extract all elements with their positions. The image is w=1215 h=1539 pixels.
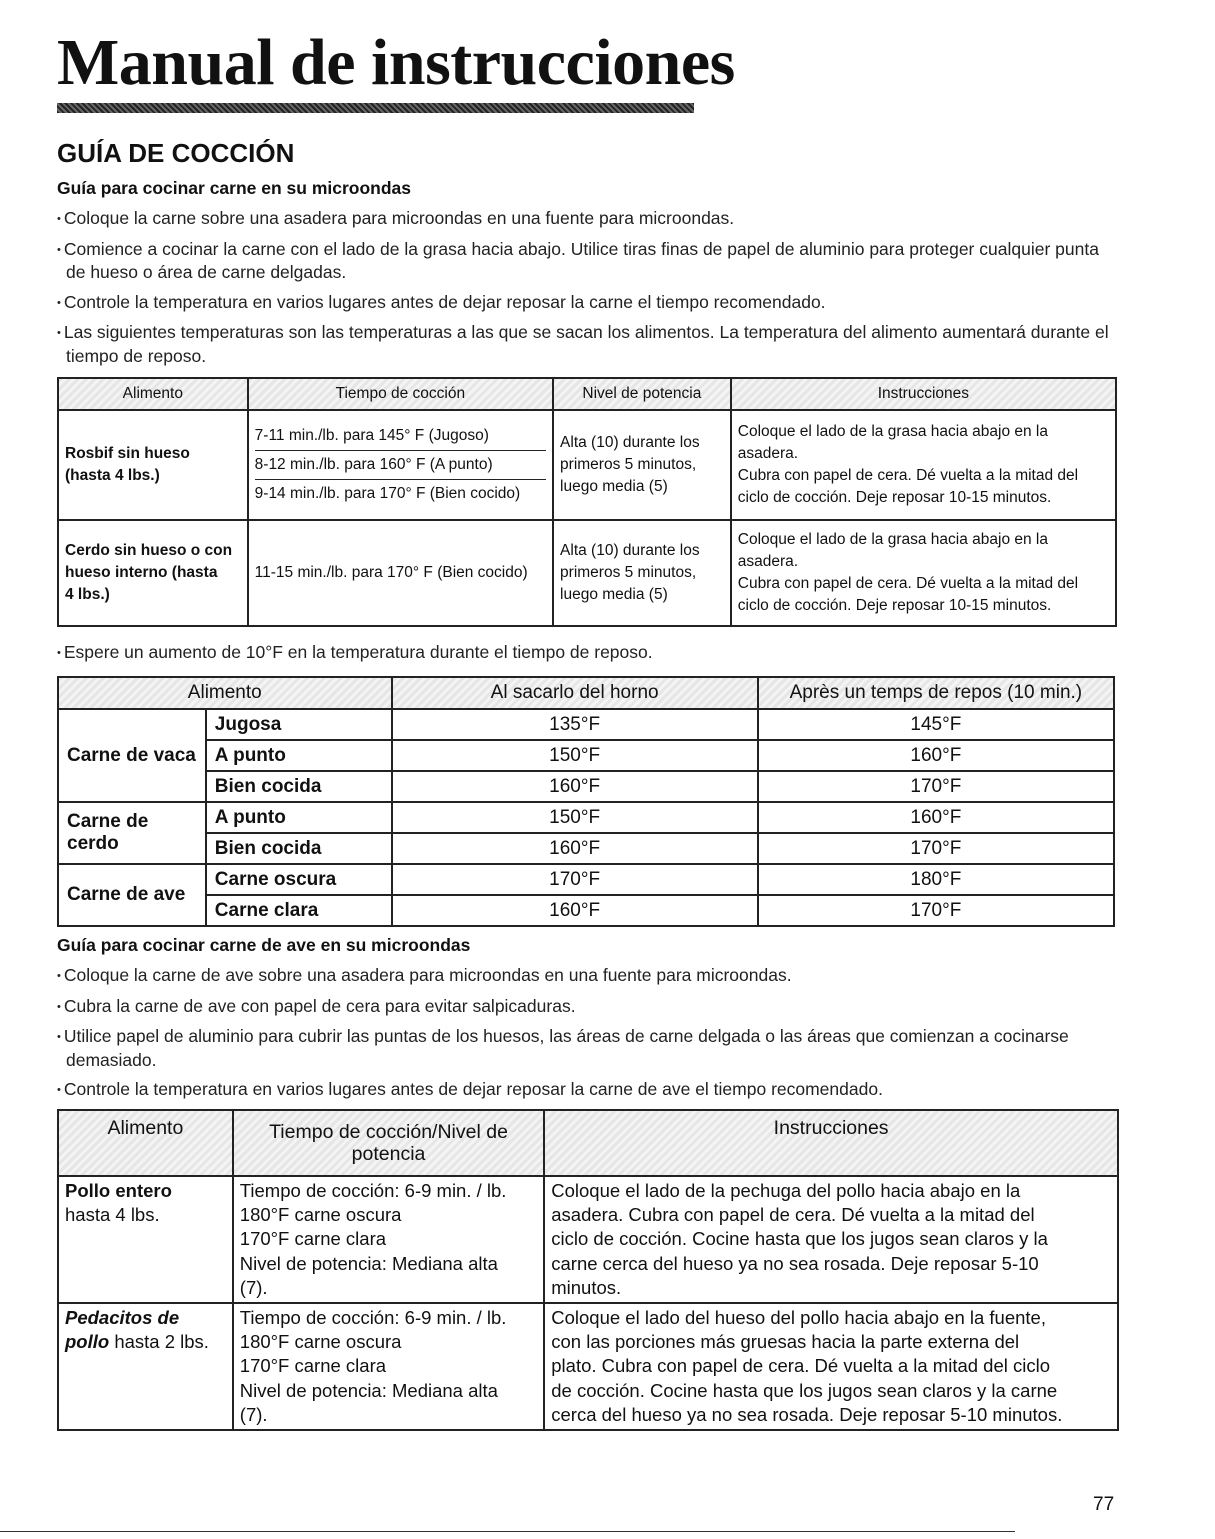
column-header: Après un temps de repos (10 min.): [758, 677, 1114, 709]
instruction-line: asadera.: [737, 553, 799, 570]
page-title: Manual de instrucciones: [57, 26, 735, 99]
time-line: Tiempo de cocción: 6-9 min. / lb.: [239, 1307, 507, 1329]
table-row: [58, 864, 1114, 895]
poultry-guide-heading: Guía para cocinar carne de ave en su microondas: [57, 935, 471, 955]
instruction-line: Cubra con papel de cera. Dé vuelta a la mitad del: [737, 467, 1079, 484]
after-rest-temp-cell: 145°F: [758, 709, 1114, 740]
instruction-line: Coloque el lado del hueso del pollo hacia abajo en la fuente,: [551, 1307, 1046, 1329]
column-header: Instrucciones: [544, 1110, 1118, 1176]
food-line: hueso interno (hasta: [65, 564, 218, 581]
meat-cooking-table: [57, 377, 1117, 627]
power-line: luego media (5): [560, 478, 668, 495]
page-number: 77: [1093, 1494, 1115, 1515]
table-row: [58, 709, 1114, 740]
food-size: hasta 2 lbs.: [114, 1331, 209, 1353]
after-rest-temp-cell: 170°F: [758, 771, 1114, 802]
table-header-row: [58, 1110, 1118, 1176]
time-line: (7).: [239, 1276, 268, 1298]
removed-temp-cell: 160°F: [392, 771, 758, 802]
food-cell: [58, 410, 248, 520]
after-rest-temp-cell: 170°F: [758, 895, 1114, 926]
title-underline: [57, 103, 694, 113]
food-cell: [58, 802, 206, 864]
section-heading: GUÍA DE COCCIÓN: [57, 138, 295, 168]
instruction-line: asadera. Cubra con papel de cera. Dé vuelta a la mitad del: [551, 1204, 1035, 1226]
food-cell: [58, 1303, 233, 1430]
power-line: Alta (10) durante los: [560, 434, 700, 451]
instruction-line: Coloque el lado de la grasa hacia abajo en la: [737, 423, 1048, 440]
instruction-line: carne cerca del hueso ya no sea rosada. Deje reposar 5-10: [551, 1252, 1039, 1274]
bullet-item: • Controle la temperatura en varios lugares antes de dejar reposar la carne el tiempo recomendado.: [57, 291, 1117, 315]
power-line: primeros 5 minutos,: [560, 456, 697, 473]
after-rest-temp-cell: 170°F: [758, 833, 1114, 864]
food-line: Cerdo sin hueso o con: [65, 542, 233, 559]
table-row: [58, 833, 1114, 864]
food-cell: Carne de ave: [58, 864, 206, 926]
instruction-line: con las porciones más gruesas hacia la parte externa del: [551, 1331, 1020, 1353]
time-line: 170°F carne clara: [239, 1355, 387, 1377]
doneness-cell: Bien cocida: [206, 771, 392, 802]
instruction-line: ciclo de cocción. Deje reposar 10-15 minutos.: [737, 597, 1052, 614]
time-line: 180°F carne oscura: [239, 1331, 402, 1353]
power-level-cell: [553, 410, 731, 520]
power-line: luego media (5): [560, 586, 668, 603]
removed-temp-cell: 150°F: [392, 740, 758, 771]
instructions-cell: [731, 410, 1116, 520]
time-line: 180°F carne oscura: [239, 1204, 402, 1226]
time-line: Tiempo de cocción: 6-9 min. / lb.: [239, 1180, 507, 1201]
time-line: 170°F carne clara: [239, 1228, 387, 1250]
instruction-line: ciclo de cocción. Cocine hasta que los jugos sean claros y la: [551, 1228, 1048, 1250]
removed-temp-cell: 160°F: [392, 895, 758, 926]
instruction-line: de cocción. Cocine hasta que los jugos sean claros y la carne: [551, 1379, 1058, 1401]
food-name: Pollo entero: [65, 1180, 172, 1201]
food-cell: [58, 520, 248, 626]
bullet-item: • Cubra la carne de ave con papel de cera para evitar salpicaduras.: [57, 995, 1117, 1019]
column-header: Instrucciones: [731, 378, 1116, 410]
meat-guide-heading: Guía para cocinar carne en su microondas: [57, 178, 412, 198]
food-line: 4 lbs.): [65, 586, 110, 603]
instruction-line: plato. Cubra con papel de cera. Dé vuelta a la mitad del ciclo: [551, 1355, 1051, 1377]
table-header-row: [58, 378, 1116, 410]
food-name: Pedacitos de: [65, 1307, 180, 1329]
bullet-item: • Utilice papel de aluminio para cubrir las puntas de los huesos, las áreas de carne delgada o las áreas que comienzan a cocinarse demasiado.: [57, 1025, 1117, 1071]
instruction-line: asadera.: [737, 445, 799, 462]
time-line: (7).: [239, 1403, 268, 1425]
column-header: Tiempo de cocción: [248, 378, 553, 410]
meat-guide-bullets: [57, 207, 1117, 374]
table-row: [58, 802, 1114, 833]
doneness-cell: Jugosa: [206, 709, 392, 740]
table-row: [58, 1303, 1118, 1430]
poultry-guide-bullets: [57, 964, 1117, 1109]
instruction-line: Coloque el lado de la grasa hacia abajo en la: [737, 531, 1048, 548]
bullet-item: • Comience a cocinar la carne con el lado de la grasa hacia abajo. Utilice tiras finas de papel de aluminio para proteger cualquier punta de hueso o área de carne delgadas.: [57, 238, 1117, 284]
after-rest-temp-cell: 180°F: [758, 864, 1114, 895]
time-line: Nivel de potencia: Mediana alta: [239, 1379, 498, 1401]
cook-time-cell: [233, 1303, 544, 1430]
cook-time-cell: [248, 410, 553, 520]
header-line: potencia: [351, 1143, 426, 1165]
table-row: [58, 410, 1116, 520]
instruction-line: Coloque el lado de la pechuga del pollo hacia abajo en la: [551, 1180, 1021, 1201]
doneness-cell: A punto: [206, 740, 392, 771]
doneness-cell: Bien cocida: [206, 833, 392, 864]
food-size: hasta 4 lbs.: [65, 1204, 160, 1226]
column-header: [233, 1110, 544, 1176]
food-name: pollo: [65, 1331, 110, 1353]
column-header: Alimento: [58, 378, 248, 410]
instructions-cell: [731, 520, 1116, 626]
column-header: Alimento: [58, 1110, 233, 1176]
doneness-cell: Carne oscura: [206, 864, 392, 895]
column-header: Alimento: [58, 677, 392, 709]
food-cell: Carne de vaca: [58, 709, 206, 802]
food-line: (hasta 4 lbs.): [65, 467, 160, 484]
bullet-item: • Espere un aumento de 10°F en la temperatura durante el tiempo de reposo.: [57, 641, 1117, 665]
table-row: [58, 1176, 1118, 1303]
food-line: cerdo: [67, 833, 119, 854]
food-cell: [58, 1176, 233, 1303]
cook-time-cell: [233, 1176, 544, 1303]
table-row: [58, 771, 1114, 802]
food-name-line: [65, 1330, 226, 1354]
doneness-cell: Carne clara: [206, 895, 392, 926]
time-line: Nivel de potencia: Mediana alta: [239, 1252, 498, 1274]
column-header: Al sacarlo del horno: [392, 677, 758, 709]
power-line: Alta (10) durante los: [560, 542, 700, 559]
bullet-item: • Coloque la carne sobre una asadera para microondas en una fuente para microondas.: [57, 207, 1117, 231]
after-rest-temp-cell: 160°F: [758, 802, 1114, 833]
temperature-table: [57, 676, 1115, 927]
table-row: [58, 520, 1116, 626]
instructions-cell: [544, 1303, 1118, 1430]
after-rest-temp-cell: 160°F: [758, 740, 1114, 771]
food-line: Carne de: [67, 811, 149, 832]
removed-temp-cell: 135°F: [392, 709, 758, 740]
cook-time-line: 9-14 min./lb. para 170° F (Bien cocido): [254, 485, 521, 502]
cook-time-line: 8-12 min./lb. para 160° F (A punto): [255, 451, 546, 480]
table-row: [58, 740, 1114, 771]
instructions-cell: [544, 1176, 1118, 1303]
cook-time-cell: 11-15 min./lb. para 170° F (Bien cocido): [248, 520, 553, 626]
instruction-line: minutos.: [551, 1276, 622, 1298]
power-level-cell: [553, 520, 731, 626]
bullet-item: • Las siguientes temperaturas son las temperaturas a las que se sacan los alimentos. La temperatura del alimento aumentará durante el tiempo de reposo.: [57, 321, 1117, 367]
bullet-item: • Controle la temperatura en varios lugares antes de dejar reposar la carne de ave el tiempo recomendado.: [57, 1078, 1117, 1102]
removed-temp-cell: 170°F: [392, 864, 758, 895]
removed-temp-cell: 160°F: [392, 833, 758, 864]
food-line: Rosbif sin hueso: [65, 445, 190, 462]
cook-time-line: 7-11 min./lb. para 145° F (Jugoso): [255, 422, 546, 451]
power-line: primeros 5 minutos,: [560, 564, 697, 581]
header-line: Tiempo de cocción/Nivel de: [269, 1121, 508, 1143]
doneness-cell: A punto: [206, 802, 392, 833]
instruction-line: Cubra con papel de cera. Dé vuelta a la mitad del: [737, 575, 1079, 592]
column-header: Nivel de potencia: [553, 378, 731, 410]
poultry-cooking-table: [57, 1109, 1119, 1431]
table-header-row: [58, 677, 1114, 709]
bullet-item: • Coloque la carne de ave sobre una asadera para microondas en una fuente para microondas.: [57, 964, 1117, 988]
instruction-line: ciclo de cocción. Deje reposar 10-15 minutos.: [737, 489, 1052, 506]
footer-rule: [0, 1531, 1015, 1532]
instruction-line: cerca del hueso ya no sea rosada. Deje reposar 5-10 minutos.: [551, 1403, 1063, 1425]
removed-temp-cell: 150°F: [392, 802, 758, 833]
table-row: [58, 895, 1114, 926]
rest-note: [57, 641, 1117, 672]
